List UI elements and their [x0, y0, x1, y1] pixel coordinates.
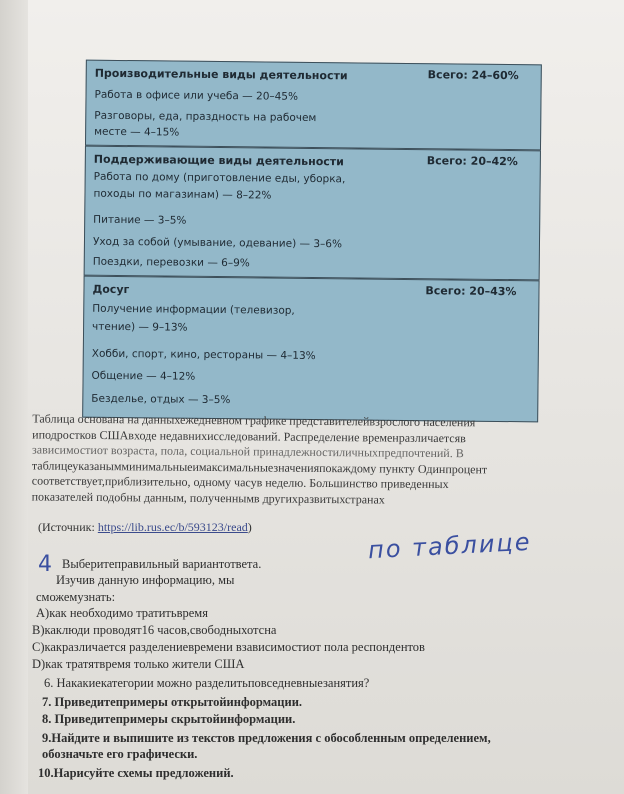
- question-9-cont: обозначьте его графически.: [42, 747, 198, 761]
- question-4-title: Выберитеправильный вариантответа.: [62, 557, 262, 571]
- option-d: D)как тратятвремя только жители США: [32, 657, 245, 671]
- question-6: 6. Накакиекатегории можно разделитьповседневныезанятия?: [44, 676, 370, 690]
- activity-table: [82, 60, 542, 423]
- source-close: ): [247, 520, 252, 534]
- source-link[interactable]: https://lib.rus.ec/b/593123/read: [97, 520, 248, 534]
- table-section-leisure: [82, 276, 539, 423]
- table-item: Работа по дому (приготовление еды, уборка,: [93, 170, 346, 186]
- table-section-productive: [85, 60, 542, 151]
- option-c: С)какразличается разделениевремени взависимостиот пола респондентов: [32, 640, 425, 654]
- table-item: походы по магазинам) — 8–22%: [93, 187, 272, 202]
- section-title: Досуг: [92, 282, 130, 297]
- section-total: Всего: 20–42%: [426, 154, 518, 169]
- question-9: 9.Найдите и выпишите из текстов предложения с обособленным определением,: [42, 731, 491, 745]
- section-title: Поддерживающие виды деятельности: [93, 152, 345, 169]
- table-item: Поездки, перевозки — 6–9%: [92, 255, 250, 270]
- section-total: Всего: 20–43%: [425, 284, 517, 299]
- table-item: месте — 4–15%: [94, 125, 180, 139]
- page-shadow-edge: [0, 0, 28, 794]
- table-item: чтение) — 9–13%: [92, 320, 188, 334]
- question-4-line: Изучив данную информацию, мы: [56, 573, 235, 587]
- table-section-supporting: [84, 146, 541, 281]
- source-label: (Источник:: [38, 520, 95, 534]
- table-item: Питание — 3–5%: [93, 213, 187, 227]
- handwritten-question-number: 4: [38, 552, 52, 577]
- table-item: Работа в офисе или учеба — 20–45%: [94, 88, 299, 103]
- option-b: В)каклюди проводят16 часов,свободныхотсна: [32, 623, 277, 637]
- table-item: Общение — 4–12%: [91, 369, 196, 383]
- question-10: 10.Нарисуйте схемы предложений.: [38, 766, 234, 780]
- table-item: Безделье, отдых — 3–5%: [91, 392, 231, 407]
- caption-line: иподростков СШАвходе недавнихисследований. Распределение временразличаетсяв: [32, 426, 466, 445]
- option-a: А)как необходимо тратитьвремя: [36, 606, 208, 620]
- question-4-line: сможемузнать:: [36, 590, 116, 604]
- table-item: Уход за собой (умывание, одевание) — 3–6%: [92, 235, 343, 251]
- table-item: Хобби, спорт, кино, рестораны — 4–13%: [91, 347, 316, 363]
- section-total: Всего: 24–60%: [427, 68, 519, 83]
- caption-line: соответствует,приблизительно, одному часув неделю. Большинство приведенных: [31, 473, 449, 492]
- question-8: 8. Приведитепримеры скрытойинформации.: [42, 712, 296, 726]
- table-item: Получение информации (телевизор,: [92, 302, 295, 317]
- table-item: Разговоры, еда, праздность на рабочем: [94, 109, 317, 125]
- caption-line: зависимостиот возраста, пола, социальной принадлежностиличныхпредпочтений. В: [32, 442, 464, 461]
- caption-line: таблицеуказанымминимальныеимаксимальныезначенияпокаждому пункту Одинпроцент: [31, 457, 488, 476]
- handwritten-note: по таблице: [367, 527, 533, 565]
- table-caption: [32, 411, 613, 509]
- question-7: 7. Приведитепримеры открытойинформации.: [42, 695, 303, 709]
- caption-line: Таблица основана на данныхежедневном графике представителейвзрослого населения: [32, 411, 476, 430]
- source-line: [38, 520, 252, 535]
- caption-line: показателей подобны данным, полученнымв другихразвитыхстранах: [31, 488, 385, 507]
- section-title: Производительные виды деятельности: [94, 66, 348, 83]
